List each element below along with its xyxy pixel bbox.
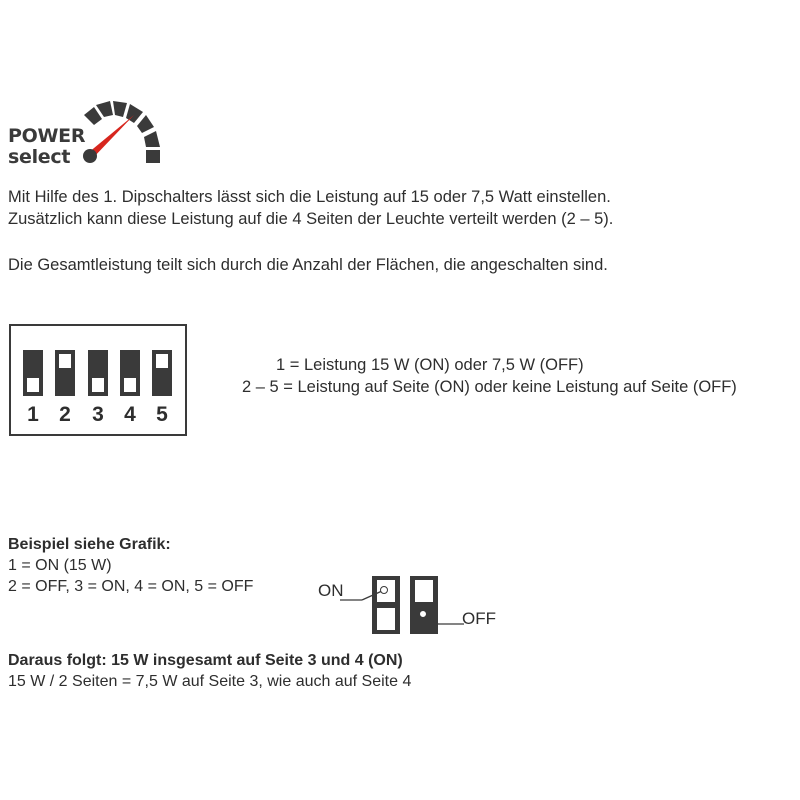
dip-switch-4 [120,350,140,396]
dip-switch-2 [55,350,75,396]
example-line-1: 1 = ON (15 W) [8,557,112,574]
dip-switch-1 [23,350,43,396]
legend-line-2: 2 – 5 = Leistung auf Seite (ON) oder keine Leistung auf Seite (OFF) [242,378,737,396]
intro-line-3: Die Gesamtleistung teilt sich durch die Anzahl der Flächen, die angeschalten sind. [8,256,608,274]
logo-text-power: POWER [8,125,86,147]
example-calculation: 15 W / 2 Seiten = 7,5 W auf Seite 3, wie auch auf Seite 4 [8,673,412,690]
dip-number-3: 3 [92,403,104,426]
example-conclusion: Daraus folgt: 15 W insgesamt auf Seite 3 und 4 (ON) [8,652,403,669]
intro-line-2: Zusätzlich kann diese Leistung auf die 4 Seiten der Leuchte verteilt werden (2 – 5). [8,210,614,228]
dip-switch-graphic [9,324,187,436]
dip-number-5: 5 [156,403,168,426]
on-off-diagram [340,574,470,636]
off-label: OFF [462,609,496,628]
logo-text-select: select [8,146,71,168]
dip-number-2: 2 [59,403,71,426]
example-line-2: 2 = OFF, 3 = ON, 4 = ON, 5 = OFF [8,578,254,595]
legend-line-1: 1 = Leistung 15 W (ON) oder 7,5 W (OFF) [276,356,584,374]
dip-number-1: 1 [27,403,39,426]
intro-line-1: Mit Hilfe des 1. Dipschalters lässt sich die Leistung auf 15 oder 7,5 Watt einstellen. [8,188,611,206]
dip-number-4: 4 [124,403,136,426]
dip-switch-5 [152,350,172,396]
example-heading: Beispiel siehe Grafik: [8,536,171,553]
dip-switch-3 [88,350,108,396]
on-label: ON [318,581,344,600]
